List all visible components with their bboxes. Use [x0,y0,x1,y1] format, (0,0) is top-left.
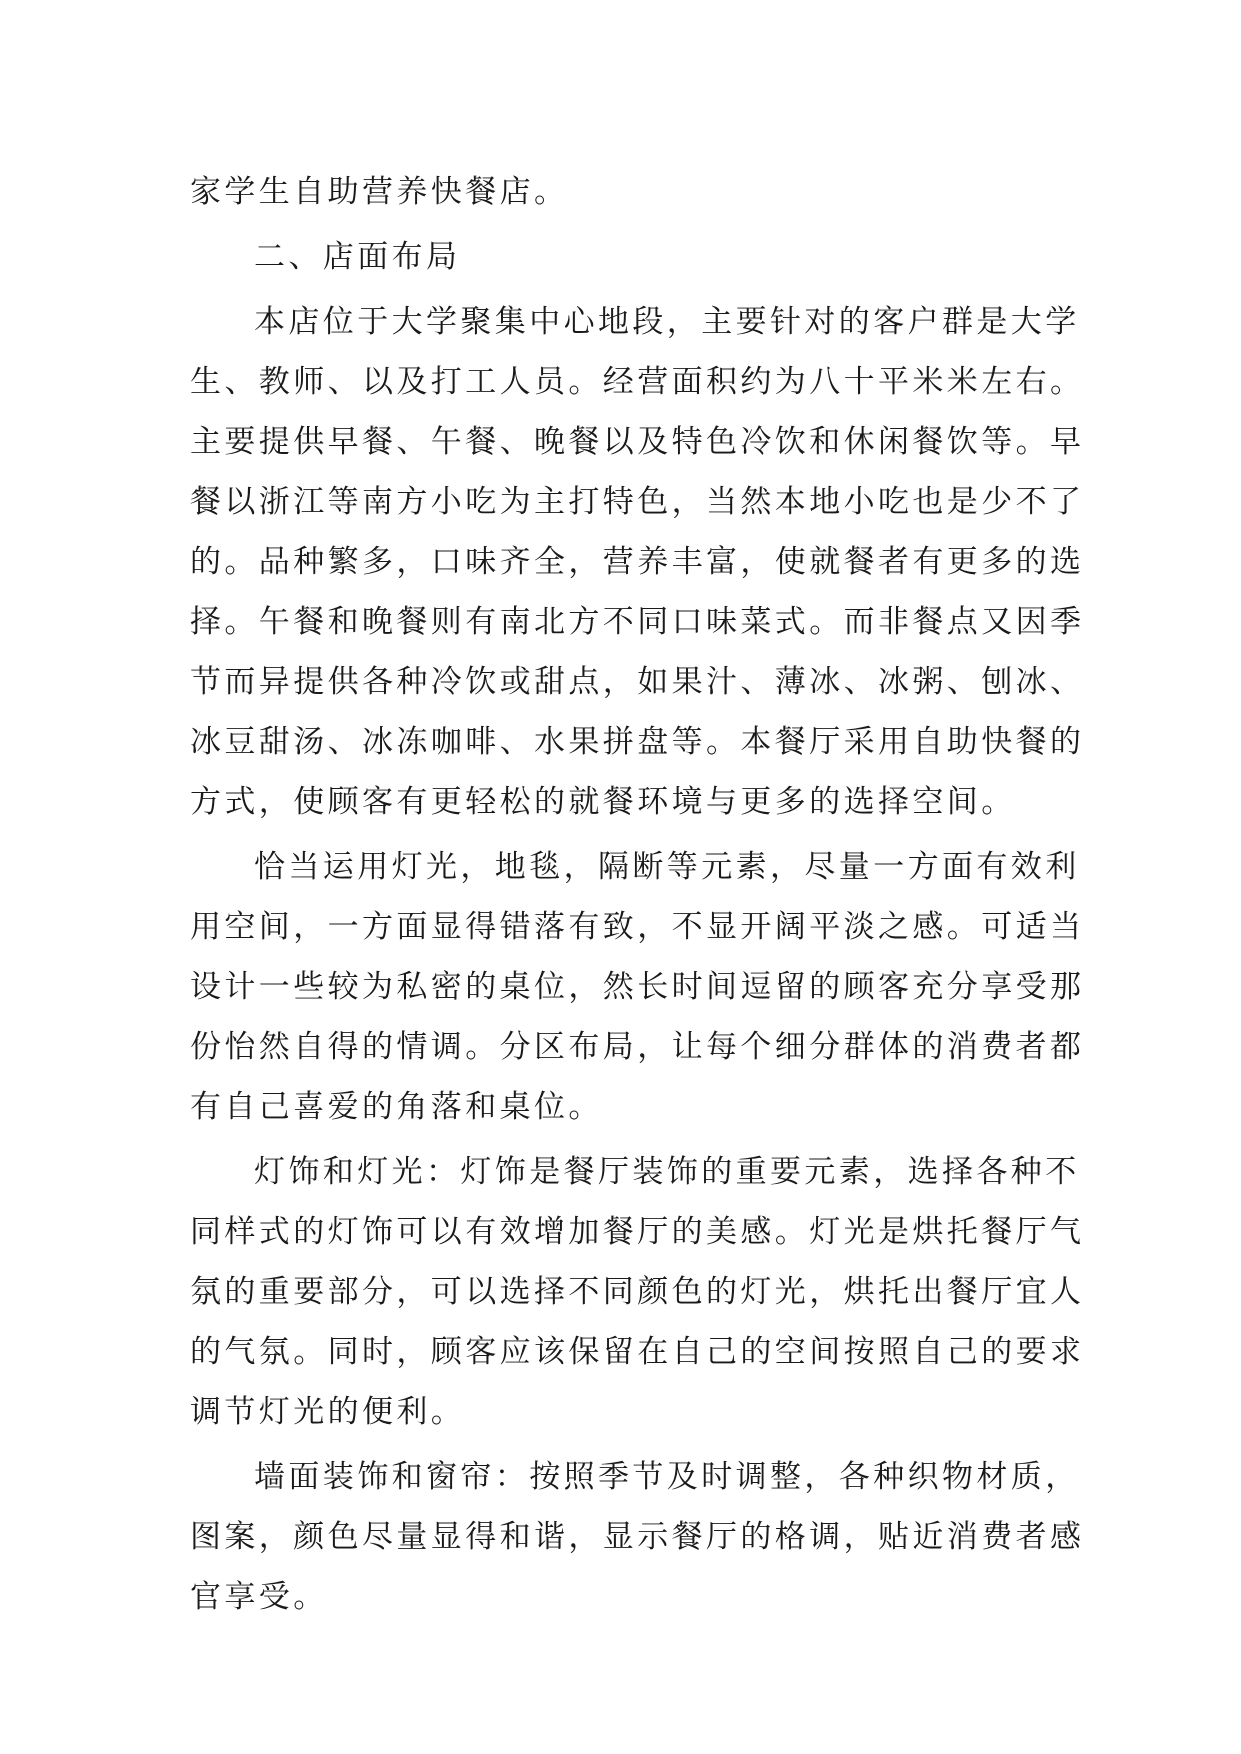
text-line: 方式，使顾客有更轻松的就餐环境与更多的选择空间。 [190,784,1016,820]
paragraph [190,292,1085,832]
text-line: 的气氛。同时，顾客应该保留在自己的空间按照自己的要求 [190,1334,1085,1370]
paragraph [190,162,1070,222]
text-line: 灯饰和灯光：灯饰是餐厅装饰的重要元素，选择各种不 [254,1154,1080,1190]
text-line: 份怡然自得的情调。分区布局，让每个细分群体的消费者都 [190,1029,1085,1065]
text-line: 调节灯光的便利。 [190,1394,466,1430]
text-line: 用空间，一方面显得错落有致，不显开阔平淡之感。可适当 [190,909,1085,945]
text-line: 官享受。 [190,1579,328,1615]
document-body [190,162,1085,1627]
text-line: 节而异提供各种冷饮或甜点，如果汁、薄冰、冰粥、刨冰、 [190,664,1085,700]
text-line: 冰豆甜汤、冰冻咖啡、水果拼盘等。本餐厅采用自助快餐的 [190,724,1085,760]
text-line: 的。品种繁多，口味齐全，营养丰富，使就餐者有更多的选 [190,544,1085,580]
text-line: 设计一些较为私密的桌位，然长时间逗留的顾客充分享受那 [190,969,1085,1005]
text-line: 餐以浙江等南方小吃为主打特色，当然本地小吃也是少不了 [190,484,1085,520]
text-line: 主要提供早餐、午餐、晚餐以及特色冷饮和休闲餐饮等。早 [190,424,1085,460]
paragraph [190,1142,1085,1442]
paragraph [190,1447,1085,1627]
text-line: 有自己喜爱的角落和桌位。 [190,1089,603,1125]
text-line: 择。午餐和晚餐则有南北方不同口味菜式。而非餐点又因季 [190,604,1085,640]
section-heading [190,227,1070,287]
text-line: 恰当运用灯光，地毯，隔断等元素，尽量一方面有效利 [254,849,1080,885]
text-line: 墙面装饰和窗帘：按照季节及时调整，各种织物材质， [254,1459,1080,1495]
text-line: 二、店面布局 [254,239,461,275]
text-line: 图案，颜色尽量显得和谐，显示餐厅的格调，贴近消费者感 [190,1519,1085,1555]
paragraph [190,837,1085,1137]
text-line: 氛的重要部分，可以选择不同颜色的灯光，烘托出餐厅宜人 [190,1274,1085,1310]
text-line: 生、教师、以及打工人员。经营面积约为八十平米米左右。 [190,364,1085,400]
text-line: 家学生自助营养快餐店。 [190,174,569,210]
text-line: 本店位于大学聚集中心地段，主要针对的客户群是大学 [254,304,1080,340]
text-line: 同样式的灯饰可以有效增加餐厅的美感。灯光是烘托餐厅气 [190,1214,1085,1250]
